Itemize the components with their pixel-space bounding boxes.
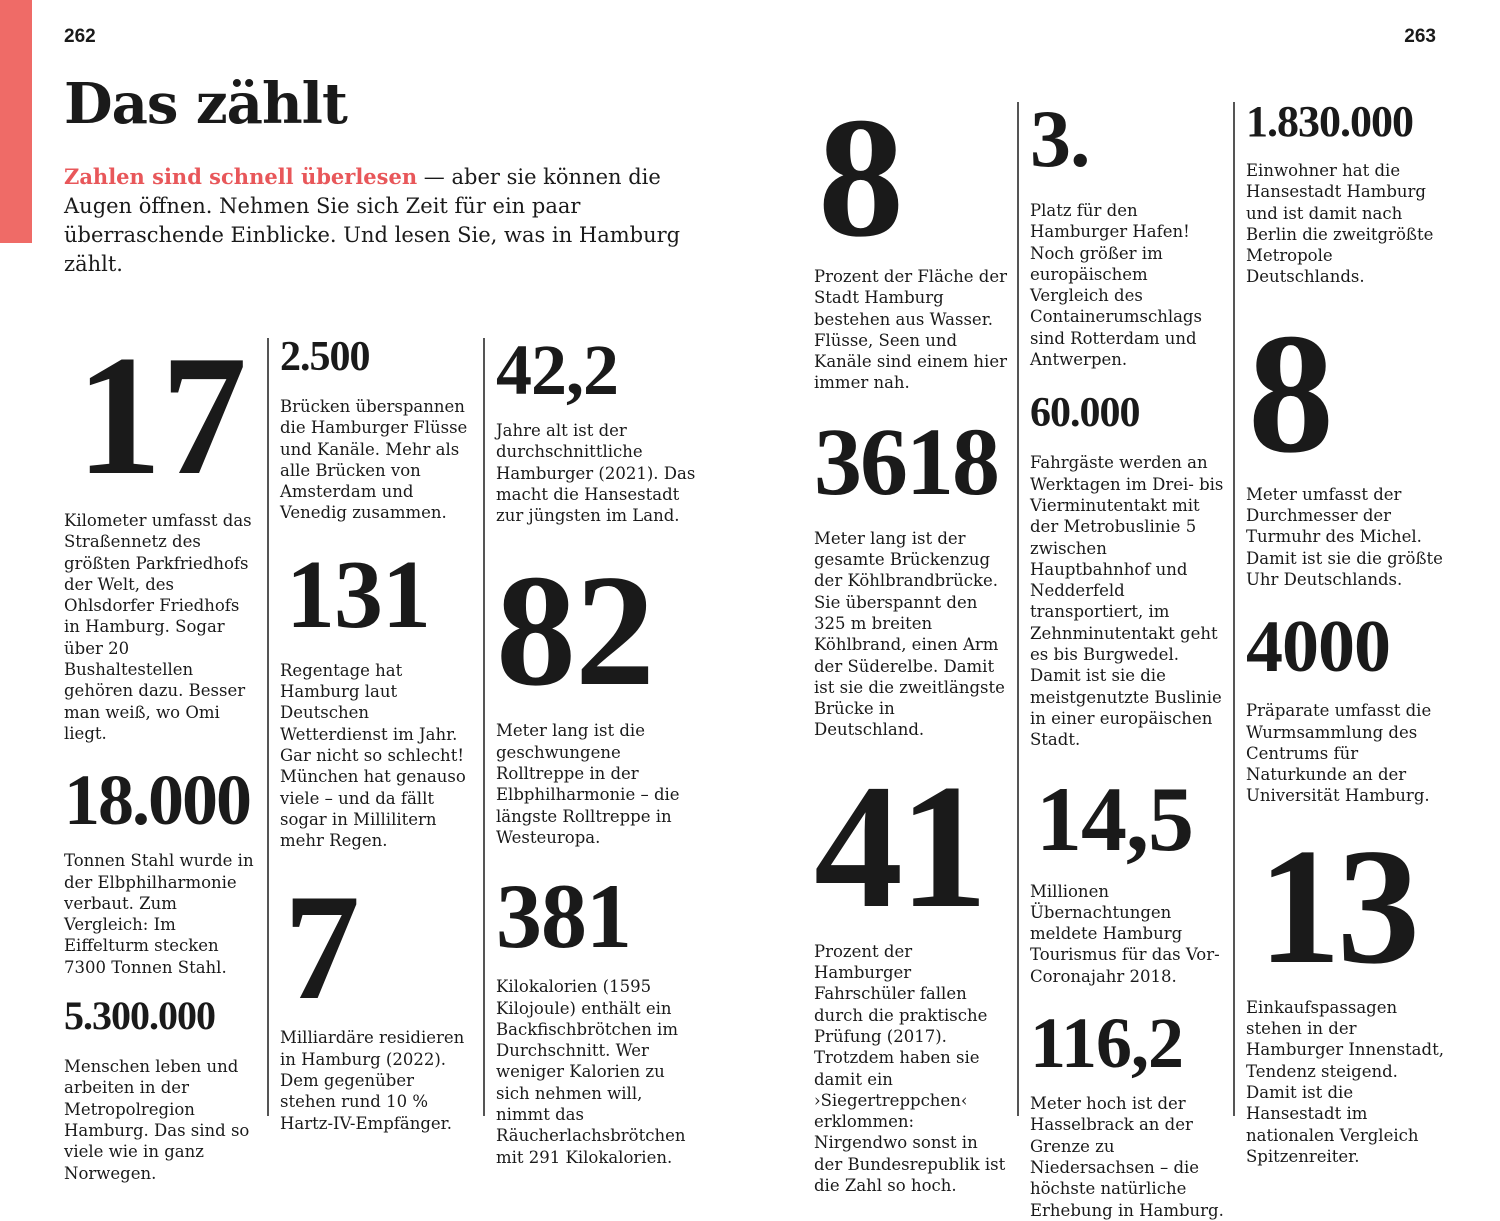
fact-text: Meter lang ist der gesamte Brückenzug der Köhlbrandbrücke. Sie überspannt den 325 m breiten Köhlbrand, einen Arm der Süderelbe. Damit ist sie die zweitlängste Brücke in Deutschland. [814, 528, 1005, 740]
fact-text: Meter lang ist die geschwungene Rolltreppe in der Elbphilharmonie – die längste Rolltreppe in Westeuropa. [496, 721, 680, 847]
fact-number: 18.000 [64, 760, 250, 841]
fact-number: 42,2 [496, 330, 618, 410]
page-title: Das zählt [64, 71, 347, 137]
column-divider [267, 338, 269, 1116]
fact-item [64, 993, 260, 1184]
fact-text: Präparate umfasst die Wurmsammlung des Centrums für Naturkunde an der Universität Hamburg. [1246, 701, 1432, 806]
fact-item [1030, 1003, 1226, 1221]
fact-item [64, 760, 260, 978]
fact-item [814, 407, 1010, 741]
fact-item [814, 746, 1010, 1197]
fact-number: 3. [1030, 93, 1090, 184]
fact-item [496, 865, 696, 1168]
fact-text: Fahrgäste werden an Werktagen im Drei- bis Vierminutentakt mit der Metrobuslinie 5 zwischen Hauptbahnhof und Nedderfeld transportiert, im Zehnminutentakt geht es bis Burgwedel. Damit ist sie die meistgenutzte Buslinie in einer europäischen Stadt. [1030, 453, 1224, 750]
page-number-left: 262 [64, 26, 96, 47]
fact-item [1030, 392, 1226, 750]
fact-item [1246, 298, 1446, 590]
fact-number: 381 [496, 865, 631, 968]
fact-text: Jahre alt ist der durchschnittliche Hamburger (2021). Das macht die Hansestadt zur jüngsten im Land. [496, 421, 696, 526]
fact-number: 2.500 [280, 334, 370, 380]
column-divider [1017, 102, 1019, 1116]
fact-text: Milliardäre residieren in Hamburg (2022). Dem gegenüber stehen rund 10 % Hartz-IV-Empfänger. [280, 1028, 465, 1133]
column-divider [483, 338, 485, 1116]
fact-text: Einwohner hat die Hansestadt Hamburg und ist damit nach Berlin die zweitgrößte Metropole Deutschlands. [1246, 161, 1434, 287]
fact-text: Kilometer umfasst das Straßennetz des größten Parkfriedhofs der Welt, des Ohlsdorfer Friedhofs in Hamburg. Sogar über 20 Bushaltestellen gehören dazu. Besser man weiß, wo Omi liegt. [64, 511, 252, 743]
fact-column-2 [280, 336, 472, 1134]
fact-column-4 [814, 83, 1010, 1196]
fact-text: Meter hoch ist der Hasselbrack an der Grenze zu Niedersachsen – die höchste natürliche Erhebung in Hamburg. [1030, 1094, 1224, 1220]
fact-text: Prozent der Fläche der Stadt Hamburg bestehen aus Wasser. Flüsse, Seen und Kanäle sind einem hier immer nah. [814, 267, 1007, 393]
fact-column-5 [1030, 93, 1226, 1221]
red-accent-bar [0, 0, 32, 243]
intro-paragraph [64, 162, 704, 279]
fact-item [64, 321, 260, 744]
fact-number: 13 [1258, 813, 1416, 998]
fact-text: Tonnen Stahl wurde in der Elbphilharmonie verbaut. Zum Vergleich: Im Eiffelturm stecken 7300 Tonnen Stahl. [64, 851, 254, 977]
fact-text: Einkaufspassagen stehen in der Hamburger Innenstadt, Tendenz steigend. Damit ist die Hansestadt im nationalen Vergleich Spitzenreiter. [1246, 997, 1444, 1166]
fact-item [280, 863, 472, 1133]
fact-number: 116,2 [1030, 1003, 1184, 1084]
fact-item [1246, 606, 1446, 806]
fact-number: 14,5 [1036, 767, 1193, 870]
intro-text: — aber sie können die Augen öffnen. Nehmen Sie sich Zeit für ein paar überraschende Einblicke. Und lesen Sie, was in Hamburg zählt. [64, 165, 681, 276]
fact-number: 7 [284, 863, 359, 1032]
fact-column-3 [496, 330, 696, 1168]
fact-text: Regentage hat Hamburg laut Deutschen Wetterdienst im Jahr. Gar nicht so schlecht! München hat genauso viele – und da fällt sogar in Millilitern mehr Regen. [280, 660, 466, 851]
fact-item [496, 541, 696, 848]
fact-text: Brücken überspannen die Hamburger Flüsse und Kanäle. Mehr als alle Brücken von Amsterdam und Venedig zusammen. [280, 397, 468, 523]
fact-text: Platz für den Hamburger Hafen! Noch größer im europäischem Vergleich des Containerumschlags sind Rotterdam und Antwerpen. [1030, 201, 1202, 370]
fact-text: Millionen Übernachtungen meldete Hamburg Tourismus für das Vor-Coronajahr 2018. [1030, 881, 1220, 986]
page-number-right: 263 [1404, 26, 1436, 47]
fact-item [814, 83, 1010, 394]
fact-text: Kilokalorien (1595 Kilojoule) enthält ein Backfischbrötchen im Durchschnitt. Wer weniger Kalorien zu sich nehmen will, nimmt das Räucherlachsbrötchen mit 291 Kilokalorien. [496, 977, 686, 1167]
fact-item [496, 330, 696, 526]
fact-number: 60.000 [1030, 390, 1140, 437]
fact-item [280, 540, 472, 852]
fact-text: Menschen leben und arbeiten in der Metropolregion Hamburg. Das sind so viele wie in ganz Norwegen. [64, 1057, 250, 1183]
fact-number: 4000 [1246, 606, 1390, 689]
column-divider [1233, 102, 1235, 1116]
fact-item [1030, 93, 1226, 370]
fact-number: 131 [286, 540, 430, 649]
fact-item [280, 336, 472, 524]
fact-number: 17 [76, 321, 246, 511]
fact-number: 3618 [814, 407, 998, 515]
fact-column-1 [64, 321, 260, 1184]
fact-item [1246, 97, 1446, 288]
fact-number: 82 [496, 541, 654, 720]
fact-number: 41 [814, 746, 984, 945]
fact-number: 5.300.000 [64, 993, 215, 1039]
fact-number: 8 [818, 83, 903, 273]
fact-item [1246, 813, 1446, 1167]
fact-item [1030, 767, 1226, 987]
fact-number: 8 [1248, 298, 1333, 489]
fact-text: Prozent der Hamburger Fahrschüler fallen durch die praktische Prüfung (2017). Trotzdem haben sie damit ein ›Siegertreppchen‹ erklommen: Nirgendwo sonst in der Bundesrepublik ist die Zahl so hoch. [814, 941, 1006, 1196]
fact-column-6 [1246, 97, 1446, 1167]
intro-highlight: Zahlen sind schnell überlesen [64, 164, 418, 189]
fact-text: Meter umfasst der Durchmesser der Turmuhr des Michel. Damit ist sie die größte Uhr Deutschlands. [1246, 484, 1443, 589]
fact-number: 1.830.000 [1246, 97, 1413, 146]
